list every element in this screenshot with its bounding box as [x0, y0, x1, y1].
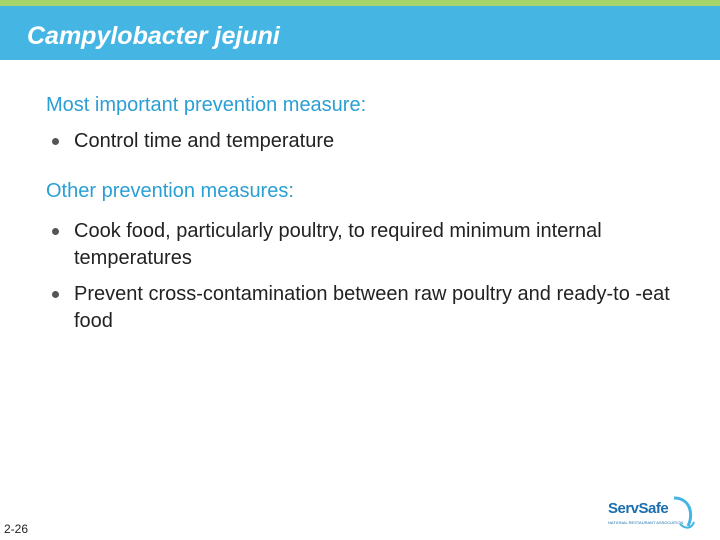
bullet-dot-icon — [52, 138, 59, 145]
logo-subtitle: NATIONAL RESTAURANT ASSOCIATION — [608, 520, 684, 525]
bullet-dot-icon — [52, 291, 59, 298]
page-number: 2-26 — [4, 522, 29, 536]
bullet-text: Control time and temperature — [74, 130, 335, 152]
bullet-item — [52, 218, 720, 272]
title-bar — [0, 6, 720, 60]
section-heading-other: Other prevention measures: — [46, 180, 294, 202]
servsafe-logo — [604, 494, 696, 534]
logo-text: ServSafe — [608, 500, 669, 517]
bullet-item — [52, 281, 720, 335]
section-heading-primary: Most important prevention measure: — [46, 94, 367, 116]
bullet-text: Cook food, particularly poultry, to required minimum internal temperatures — [74, 220, 602, 269]
bullet-item — [52, 128, 720, 155]
bullet-dot-icon — [52, 228, 59, 235]
bullet-text: Prevent cross-contamination between raw poultry and ready-to -eat food — [74, 283, 670, 332]
slide-title: Campylobacter jejuni — [27, 22, 280, 50]
